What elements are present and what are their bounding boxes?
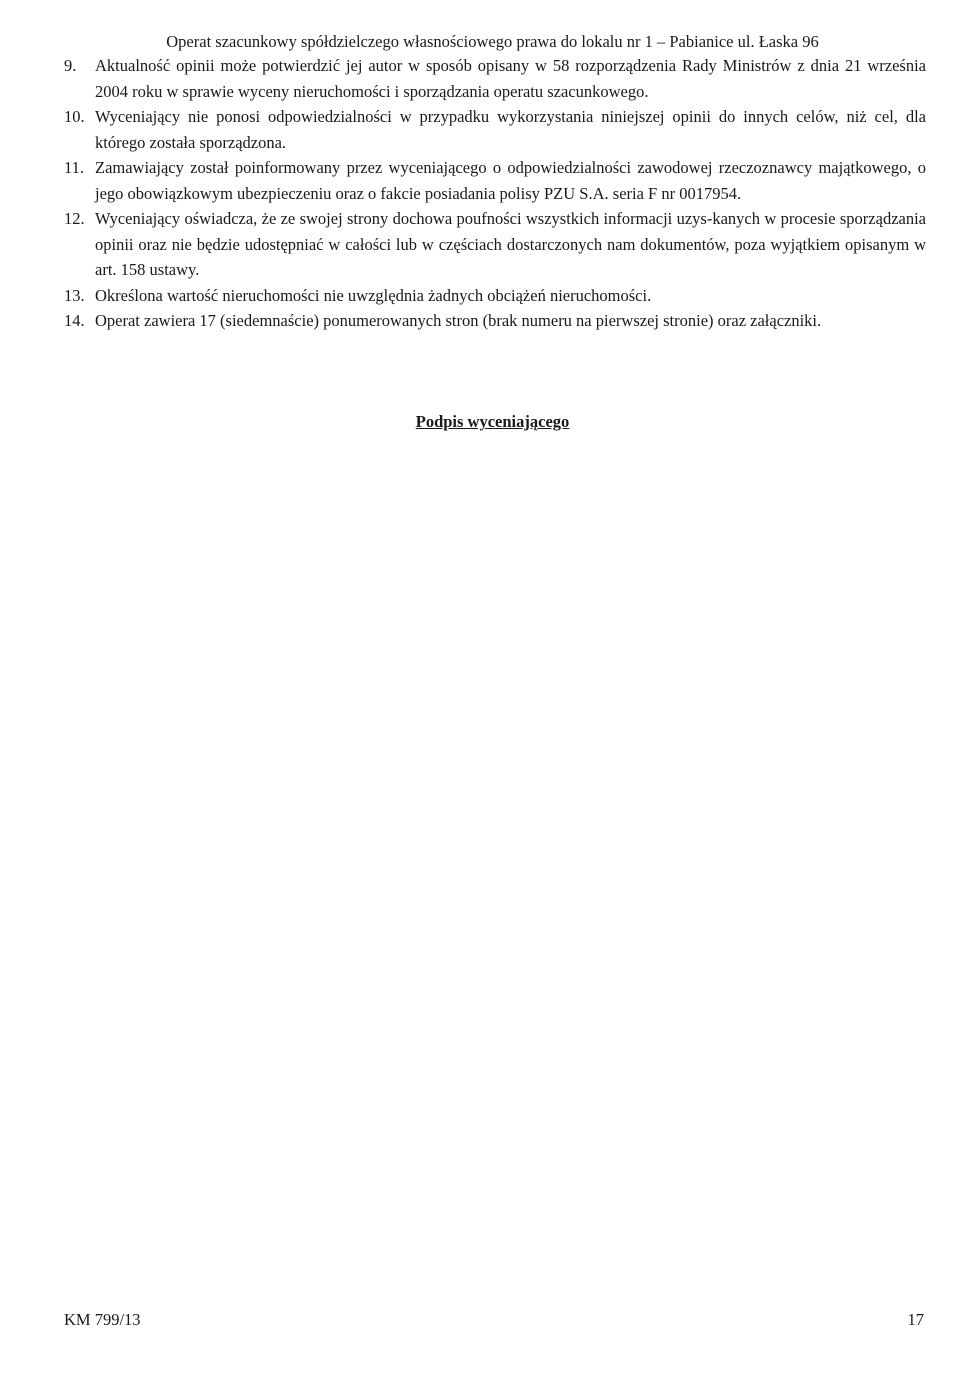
signature-text: Podpis wyceniającego	[415, 412, 570, 431]
item-number: 11.	[64, 158, 85, 177]
list-item	[64, 104, 926, 155]
list-item	[64, 206, 926, 283]
item-text: Określona wartość nieruchomości nie uwzględnia żadnych obciążeń nieruchomości.	[95, 285, 652, 305]
item-text: Aktualność opinii może potwierdzić jej autor w sposób opisany w 58 rozporządzenia Rady Ministrów z dnia 21 września 2004 roku w sprawie wyceny nieruchomości i sporządzania operatu szacunkowego.	[95, 56, 926, 101]
list-item	[64, 308, 926, 334]
list-item	[64, 283, 926, 309]
item-text: Zamawiający został poinformowany przez wyceniającego o odpowiedzialności zawodowej rzeczoznawcy majątkowego, o jego obowiązkowym ubezpieczeniu oraz o fakcie posiadania polisy PZU S.A. seria F nr 0017954.	[95, 158, 926, 203]
item-number: 14.	[64, 311, 85, 330]
list-item	[64, 155, 926, 206]
page-header	[0, 32, 960, 52]
item-text: Wyceniający oświadcza, że ze swojej strony dochowa poufności wszystkich informacji uzys-kanych w procesie sporządzania opinii oraz nie będzie udostępniać w całości lub w częściach dostarczonych nam dokumentów, poza wyjątkiem opisanym w art. 158 ustawy.	[95, 209, 926, 279]
signature-label	[0, 411, 960, 433]
footer-reference: KM 799/13	[64, 1310, 141, 1329]
item-text: Wyceniający nie ponosi odpowiedzialności w przypadku wykorzystania niniejszej opinii do innych celów, niż cel, dla którego została sporządzona.	[95, 107, 926, 152]
list-item	[64, 53, 926, 104]
item-number: 10.	[64, 107, 85, 126]
document-body	[64, 53, 926, 334]
item-number: 12.	[64, 209, 85, 228]
document-title: Operat szacunkowy spółdzielczego własnościowego prawa do lokalu nr 1 – Pabianice ul. Łaska 96	[166, 32, 819, 51]
item-text: Operat zawiera 17 (siedemnaście) ponumerowanych stron (brak numeru na pierwszej stronie) oraz załączniki.	[95, 311, 822, 330]
item-number: 9.	[64, 56, 77, 75]
page-number: 17	[907, 1310, 924, 1329]
item-number: 13.	[64, 285, 85, 305]
